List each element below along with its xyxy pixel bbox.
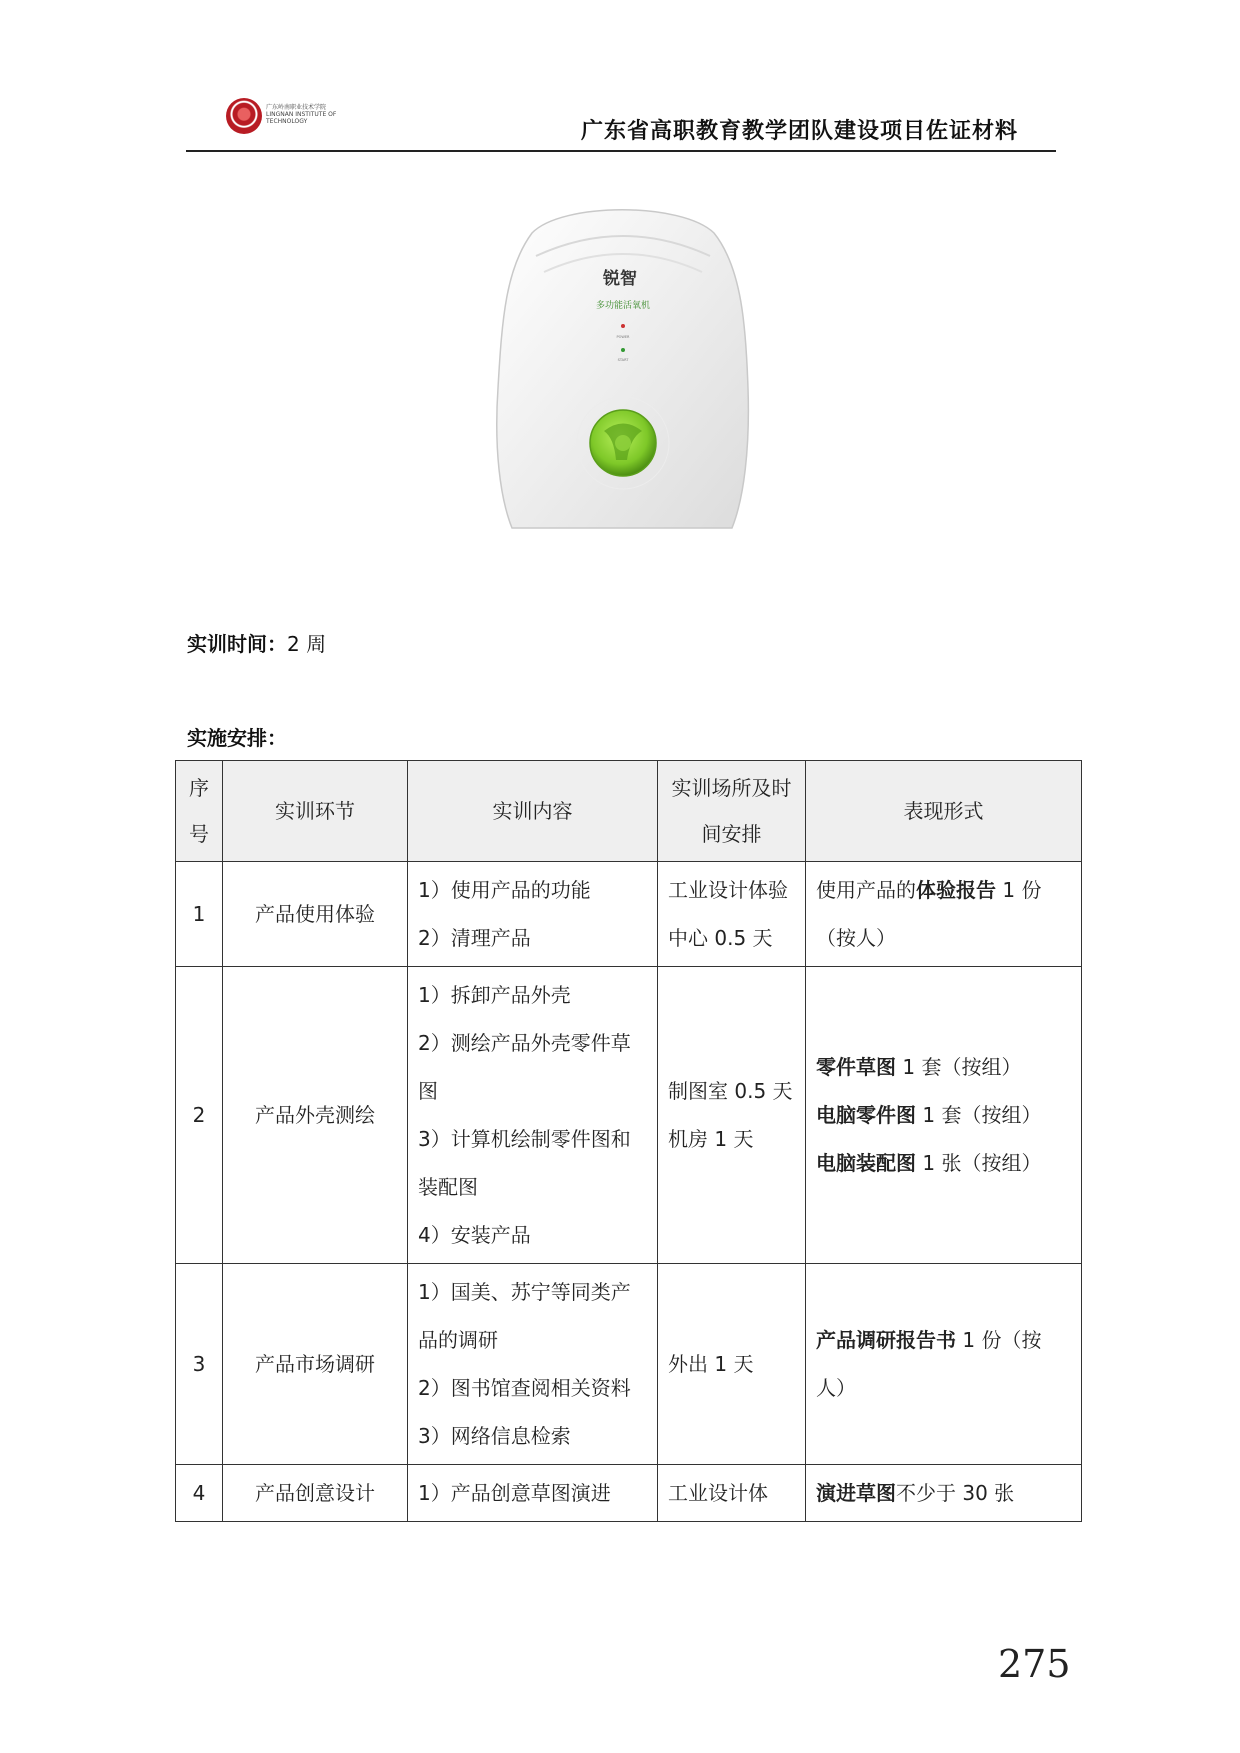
content-item: 4）安装产品 (418, 1223, 531, 1247)
header-content: 实训内容 (408, 761, 658, 862)
row-content (408, 1264, 658, 1465)
row-content (408, 862, 658, 967)
row-place (658, 1264, 806, 1465)
row-content (408, 967, 658, 1264)
training-time-value: 2 周 (287, 632, 327, 656)
content-item: 2）清理产品 (418, 926, 531, 950)
arrangement-label-text: 实施安排： (187, 726, 287, 750)
header-no: 序号 (176, 761, 223, 862)
content-item: 2）图书馆查阅相关资料 (418, 1376, 631, 1400)
form-item-post: 1 套（按组） (916, 1103, 1042, 1127)
content-item: 1）国美、苏宁等同类产品的调研 (418, 1280, 631, 1352)
power-label: POWER (616, 335, 630, 339)
row-number: 2 (176, 967, 223, 1264)
form-item (816, 1139, 1071, 1187)
start-led-icon (621, 348, 625, 352)
form-item-post: 1 张（按组） (916, 1151, 1042, 1175)
school-logo-text: 广东岭南职业技术学院 LINGNAN INSTITUTE OF TECHNOLOGY (266, 104, 337, 125)
header-form: 表现形式 (806, 761, 1082, 862)
form-item-post: 不少于 30 张 (896, 1481, 1015, 1505)
school-logo (226, 98, 356, 138)
place-item: 工业设计体验中心 0.5 天 (668, 878, 788, 950)
row-number: 1 (176, 862, 223, 967)
form-item (816, 1091, 1071, 1139)
place-item: 制图室 0.5 天 (668, 1079, 793, 1103)
table-row (176, 1465, 1082, 1522)
row-form (806, 1465, 1082, 1522)
page-number: 275 (998, 1642, 1071, 1686)
place-item: 工业设计体 (668, 1481, 768, 1505)
table-header-row (176, 761, 1082, 862)
row-stage: 产品创意设计 (223, 1465, 408, 1522)
row-number: 4 (176, 1465, 223, 1522)
content-item: 3）计算机绘制零件图和装配图 (418, 1127, 631, 1199)
table-row (176, 967, 1082, 1264)
schedule-table (175, 760, 1082, 1522)
product-brand: 锐智 (603, 269, 637, 289)
content-item: 1）产品创意草图演进 (418, 1481, 611, 1505)
training-time-line (187, 628, 326, 657)
row-form (806, 1264, 1082, 1465)
arrangement-label (187, 722, 287, 751)
row-place (658, 967, 806, 1264)
content-item: 3）网络信息检索 (418, 1424, 571, 1448)
page-header (186, 92, 1056, 152)
form-item-post: 1 份（按人） (816, 878, 1042, 950)
row-place (658, 862, 806, 967)
place-item: 机房 1 天 (668, 1127, 754, 1151)
form-item-bold: 电脑装配图 (816, 1151, 916, 1175)
school-seal-icon (226, 98, 262, 134)
row-form (806, 862, 1082, 967)
content-item: 1）使用产品的功能 (418, 878, 591, 902)
row-stage: 产品外壳测绘 (223, 967, 408, 1264)
table-row (176, 1264, 1082, 1465)
table-body (176, 862, 1082, 1522)
form-item (816, 1043, 1071, 1091)
content-item: 2）测绘产品外壳零件草图 (418, 1031, 631, 1103)
form-item (816, 1469, 1071, 1517)
form-item-post: 1 套（按组） (896, 1055, 1022, 1079)
form-item-bold: 产品调研报告书 (816, 1328, 956, 1352)
product-image (492, 198, 754, 543)
form-item (816, 866, 1071, 962)
row-stage: 产品使用体验 (223, 862, 408, 967)
row-number: 3 (176, 1264, 223, 1465)
header-place: 实训场所及时间安排 (658, 761, 806, 862)
header-title: 广东省高职教育教学团队建设项目佐证材料 (580, 119, 1018, 144)
form-item-post: 1 份（按人） (816, 1328, 1042, 1400)
power-led-icon (621, 324, 625, 328)
row-stage: 产品市场调研 (223, 1264, 408, 1465)
header-stage: 实训环节 (223, 761, 408, 862)
row-place (658, 1465, 806, 1522)
content-item: 1）拆卸产品外壳 (418, 983, 571, 1007)
row-form (806, 967, 1082, 1264)
form-item-bold: 演进草图 (816, 1481, 896, 1505)
place-item: 外出 1 天 (668, 1352, 754, 1376)
form-item (816, 1316, 1071, 1412)
form-item-bold: 体验报告 (916, 878, 996, 902)
table-row (176, 862, 1082, 967)
form-item-pre: 使用产品的 (816, 878, 916, 902)
training-time-label: 实训时间： (187, 632, 287, 656)
start-label: START (617, 358, 629, 362)
product-name: 多功能活氧机 (595, 301, 651, 311)
row-content (408, 1465, 658, 1522)
form-item-bold: 电脑零件图 (816, 1103, 916, 1127)
form-item-bold: 零件草图 (816, 1055, 896, 1079)
